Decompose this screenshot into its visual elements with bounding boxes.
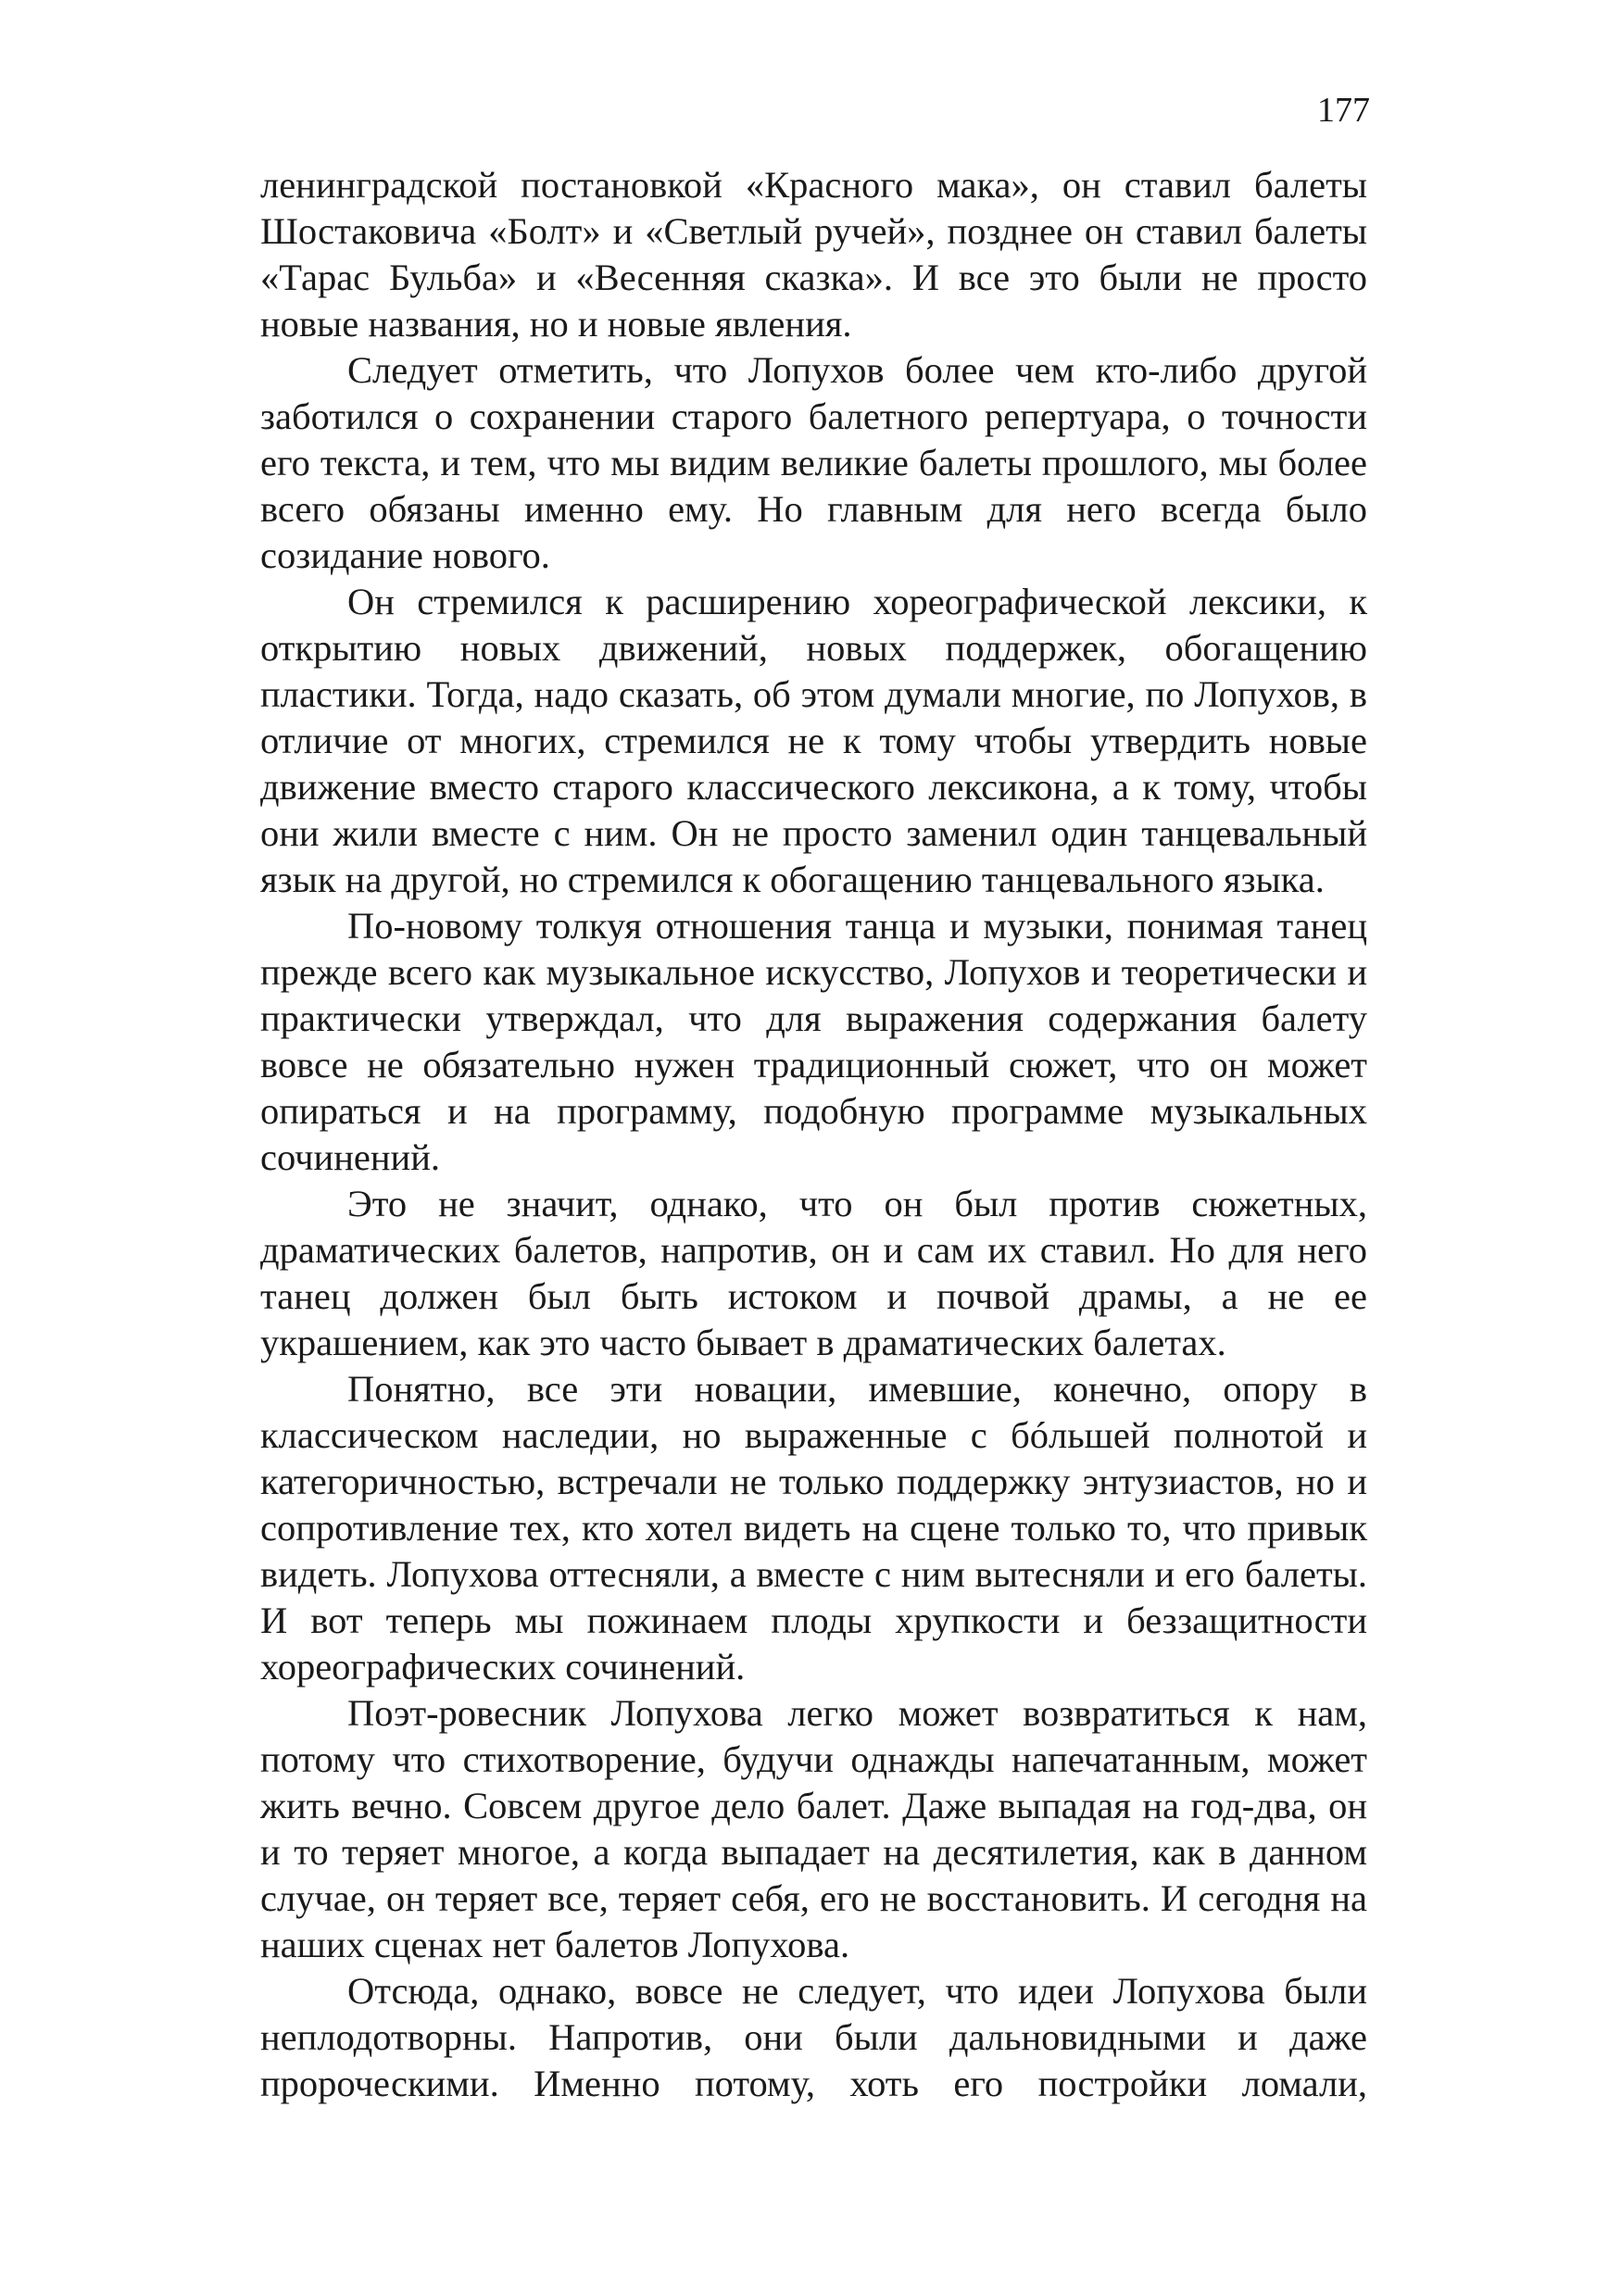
paragraph-2: Следует отметить, что Лопухов более чем кто-либо другой заботился о сохранении старого балетного репертуара, о точности его текста, и тем, что мы видим великие балеты прошлого, мы более всего обязаны именно ему. Но главным для него всегда было созидание нового.: [260, 349, 1367, 576]
paragraph-3: Он стремился к расширению хореографической лексики, к открытию новых движений, новых поддержек, обогащению пластики. Тогда, надо сказать, об этом думали многие, по Лопухов, в отличие от многих, стремился не к тому чтобы утвердить новые движение вместо старого классического лексикона, а к тому, чтобы они жили вместе с ним. Он не просто заменил один танцевальный язык на другой, но стремился к обогащению танцевального языка.: [260, 581, 1367, 900]
paragraph-7: Поэт-ровесник Лопухова легко может возвратиться к нам, потому что стихотворение, будучи однажды напечатанным, может жить вечно. Совсем другое дело балет. Даже выпадая на год-два, он и то теряет многое, а когда выпадает на десятилетия, как в данном случае, он теряет все, теряет себя, его не восстановить. И сегодня на наших сценах нет балетов Лопухова.: [260, 1692, 1367, 1965]
paragraph-5: Это не значит, однако, что он был против сюжетных, драматических балетов, напротив, он и сам их ставил. Но для него танец должен был быть истоком и почвой драмы, а не ее украшением, как это часто бывает в драматических балетах.: [260, 1183, 1367, 1363]
paragraph-4: По-новому толкуя отношения танца и музыки, понимая танец прежде всего как музыкальное искусство, Лопухов и теоретически и практически утверждал, что для выражения содержания балету вовсе не обязательно нужен традиционный сюжет, что он может опираться и на программу, подобную программе музыкальных сочинений.: [260, 905, 1367, 1178]
paragraph-8: Отсюда, однако, вовсе не следует, что идеи Лопухова были неплодотворны. Напротив, они были дальновидными и даже пророческими. Именно потому, хоть его постройки ломали,: [260, 1970, 1367, 2104]
text-body: [260, 162, 1367, 2107]
paragraph-1: ленинградской постановкой «Красного мака», он ставил балеты Шостаковича «Болт» и «Светлый ручей», позднее он ставил балеты «Тарас Бульба» и «Весенняя сказка». И все это были не просто новые названия, но и новые явления.: [260, 164, 1367, 345]
paragraph-6: Понятно, все эти новации, имевшие, конечно, опору в классическом наследии, но выраженные с бóльшей полнотой и категоричностью, встречали не только поддержку энтузиастов, но и сопротивление тех, кто хотел видеть на сцене только то, что привык видеть. Лопухова оттесняли, а вместе с ним вытесняли и его балеты. И вот теперь мы пожинаем плоды хрупкости и беззащитности хореографических сочинений.: [260, 1368, 1367, 1687]
page-number: 177: [1317, 91, 1370, 130]
